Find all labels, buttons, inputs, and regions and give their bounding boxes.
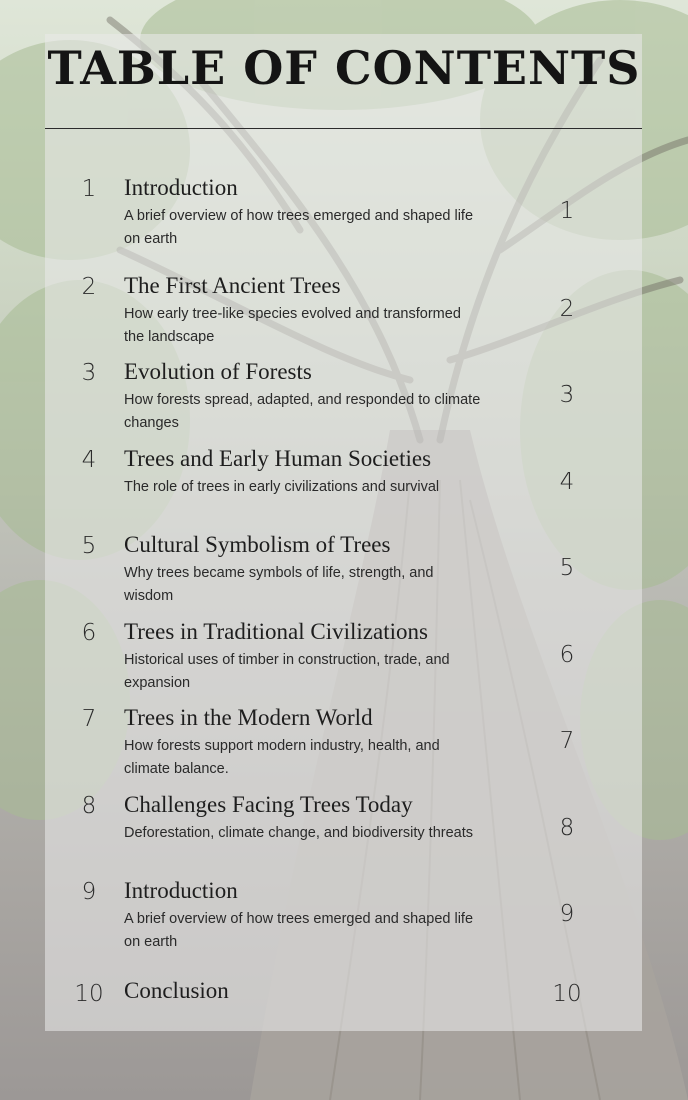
chapter-description: Deforestation, climate change, and biodiversity threats xyxy=(124,825,473,841)
chapter-title: Trees in the Modern World xyxy=(124,705,373,730)
chapter-description: Why trees became symbols of life, strength, and wisdom xyxy=(124,565,434,604)
chapter-title: Introduction xyxy=(124,175,238,200)
page-number: 7 xyxy=(559,728,575,754)
chapter-number: 10 xyxy=(74,981,104,1007)
page-number: 10 xyxy=(552,981,582,1007)
chapter-description: A brief overview of how trees emerged and shaped life on earth xyxy=(124,911,474,950)
page-number: 2 xyxy=(559,296,575,322)
page-number: 3 xyxy=(559,382,575,408)
chapter-number: 1 xyxy=(81,176,97,202)
chapter-title: Conclusion xyxy=(124,978,229,1003)
toc-entry-4[interactable] xyxy=(45,445,642,525)
toc-entry-5[interactable] xyxy=(45,531,642,611)
chapter-title: Trees and Early Human Societies xyxy=(124,446,432,471)
chapter-number: 9 xyxy=(81,879,97,905)
toc-entry-9[interactable] xyxy=(45,877,642,957)
chapter-title: Challenges Facing Trees Today xyxy=(124,792,413,817)
chapter-number: 4 xyxy=(81,447,97,473)
chapter-number: 6 xyxy=(81,620,97,646)
chapter-title: The First Ancient Trees xyxy=(124,273,341,298)
chapter-description: How early tree-like species evolved and transformed the landscape xyxy=(124,306,461,345)
chapter-title: Evolution of Forests xyxy=(124,359,312,384)
toc-entry-3[interactable] xyxy=(45,358,642,438)
chapter-number: 2 xyxy=(81,274,97,300)
chapter-number: 7 xyxy=(81,706,97,732)
toc-entry-10[interactable] xyxy=(45,977,642,1017)
chapter-number: 3 xyxy=(81,360,97,386)
chapter-title: Introduction xyxy=(124,878,238,903)
toc-entry-2[interactable] xyxy=(45,272,642,352)
chapter-number: 8 xyxy=(81,793,97,819)
chapter-number: 5 xyxy=(81,533,97,559)
page-number: 4 xyxy=(559,469,575,495)
chapter-description: The role of trees in early civilizations and survival xyxy=(124,479,440,495)
toc-entry-7[interactable] xyxy=(45,704,642,784)
chapter-description: Historical uses of timber in construction, trade, and expansion xyxy=(124,652,450,691)
chapter-description: A brief overview of how trees emerged and shaped life on earth xyxy=(124,208,474,247)
chapter-description: How forests support modern industry, health, and climate balance. xyxy=(124,738,440,777)
toc-entry-1[interactable] xyxy=(45,174,642,254)
chapter-title: Trees in Traditional Civilizations xyxy=(124,619,428,644)
toc-entry-6[interactable] xyxy=(45,618,642,698)
page-number: 8 xyxy=(559,815,575,841)
page-number: 1 xyxy=(559,198,575,224)
toc-entry-8[interactable] xyxy=(45,791,642,871)
page-title: TABLE OF CONTENTS xyxy=(47,41,641,95)
page-number: 9 xyxy=(559,901,575,927)
page-number: 5 xyxy=(559,555,575,581)
page-number: 6 xyxy=(559,642,575,668)
title-divider xyxy=(45,128,642,129)
chapter-title: Cultural Symbolism of Trees xyxy=(124,532,391,557)
chapter-description: How forests spread, adapted, and responded to climate changes xyxy=(124,392,481,431)
